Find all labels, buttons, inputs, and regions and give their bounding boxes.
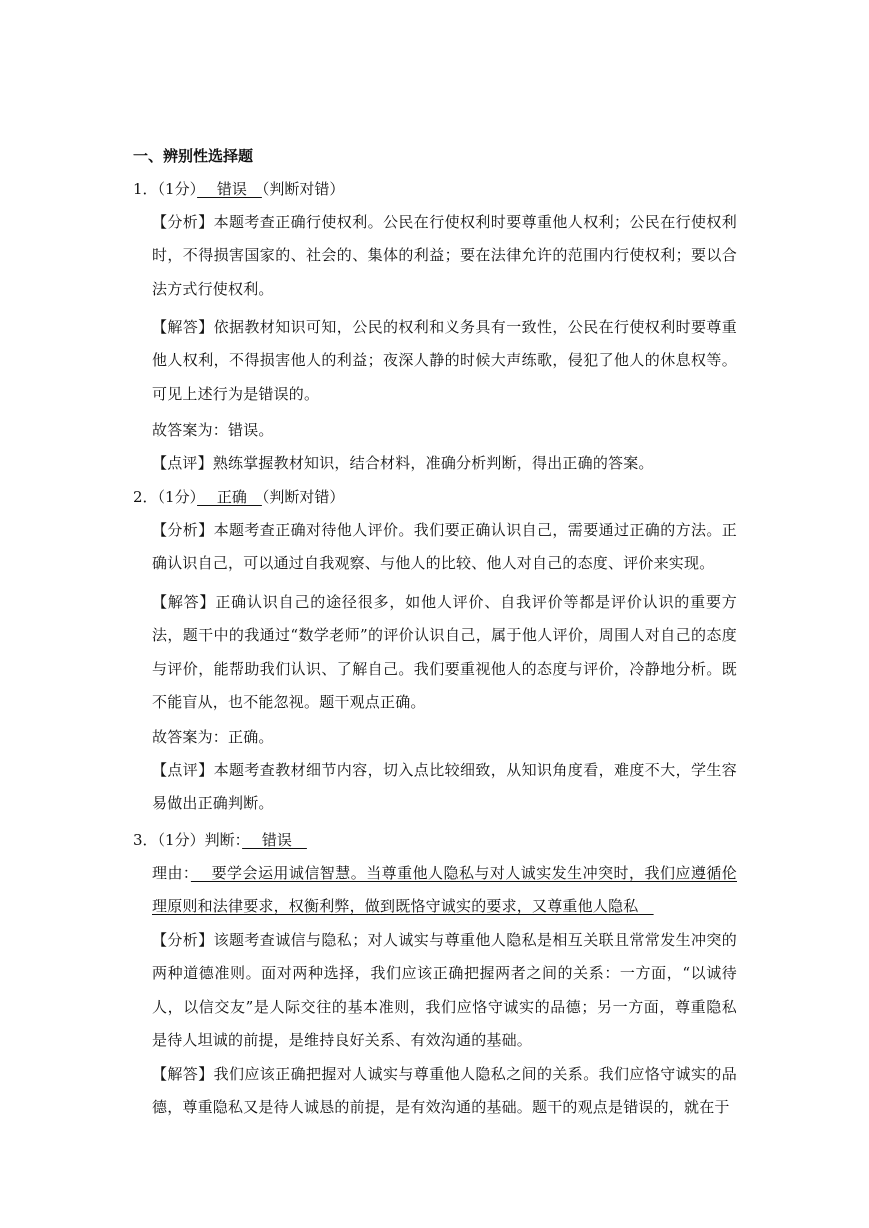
question-prefix: 判断： [204,831,243,849]
answer-label: 【解答】 [152,1065,214,1083]
analysis-text: 本题考查正确对待他人评价。我们要正确认识自己，需要通过正确的方法。正确认识自己，可以通过自我观察、与他人的比较、他人对自己的态度、评价来实现。 [152,521,737,573]
question-number: 1． [133,180,158,198]
question-1-header [133,178,344,200]
question-1-comment [152,447,737,480]
reason-label: 理由： [152,864,191,882]
question-3-header [133,829,307,851]
question-2-header [133,486,344,508]
comment-label: 【点评】 [152,454,213,472]
reason-text: 要学会运用诚信智慧。当尊重他人隐私与对人诚实发生冲突时，我们应遵循伦理原则和法律要求，权衡利弊，做到既恪守诚实的要求，又尊重他人隐私 [152,864,737,916]
comment-text: 熟练掌握教材知识，结合材料，准确分析判断，得出正确的答案。 [212,454,654,472]
answer-text: 依据教材知识可知，公民的权利和义务具有一致性，公民在行使权利时要尊重他人权利，不得损害他人的利益；夜深人静的时候大声练歌，侵犯了他人的休息权等。可见上述行为是错误的。 [152,318,737,403]
answer-blank: 错误 [242,831,307,849]
question-number: 3． [133,831,158,849]
question-score: （1分） [157,180,198,198]
analysis-label: 【分析】 [152,213,214,231]
answer-text: 正确认识自己的途径很多，如他人评价、自我评价等都是评价认识的重要方法，题干中的我通过“数学老师”的评价认识自己，属于他人评价，周围人对自己的态度与评价，能帮助我们认识、了解自己。我们要重视他人的态度与评价，冷静地分析。既不能盲从，也不能忽视。题干观点正确。 [152,593,737,711]
question-3-answer [152,1058,737,1125]
question-2-analysis [152,514,737,581]
analysis-label: 【分析】 [152,521,214,539]
question-number: 2． [133,488,158,506]
answer-label: 【解答】 [152,593,216,611]
question-2-final: 故答案为：正确。 [152,728,274,746]
question-3-reason [152,857,737,924]
answer-text: 我们应该正确把握对人诚实与尊重他人隐私之间的关系。我们应恪守诚实的品德，尊重隐私又是待人诚恳的前提，是有效沟通的基础。题干的观点是错误的，就在于 [152,1065,737,1117]
question-1-answer [152,311,737,411]
section-title: 一、辨别性选择题 [133,147,254,165]
question-score: （1分） [157,488,198,506]
analysis-text: 该题考查诚信与隐私；对人诚实与尊重他人隐私是相互关联且常常发生冲突的两种道德准则。面对两种选择，我们应该正确把握两者之间的关系：一方面，“以诚待人，以信交友”是人际交往的基本准则，我们应恪守诚实的品德；另一方面，尊重隐私是待人坦诚的前提，是维持良好关系、有效沟通的基础。 [152,931,737,1049]
question-suffix: （判断对错） [261,488,345,506]
question-suffix: （判断对错） [261,180,345,198]
answer-blank: 正确 [197,488,262,506]
question-1-final: 故答案为：错误。 [152,421,274,439]
answer-label: 【解答】 [152,318,214,336]
comment-text: 本题考查教材细节内容，切入点比较细致，从知识角度看，难度不大，学生容易做出正确判断。 [152,761,737,813]
answer-blank: 错误 [197,180,262,198]
question-3-analysis [152,924,737,1057]
question-2-comment [152,754,737,821]
question-score: （1分） [157,831,205,849]
question-2-answer [152,586,737,719]
analysis-label: 【分析】 [152,931,214,949]
question-1-analysis [152,206,737,306]
analysis-text: 本题考查正确行使权利。公民在行使权利时要尊重他人权利；公民在行使权利时，不得损害国家的、社会的、集体的利益；要在法律允许的范围内行使权利；要以合法方式行使权利。 [152,213,737,298]
comment-label: 【点评】 [152,761,214,779]
